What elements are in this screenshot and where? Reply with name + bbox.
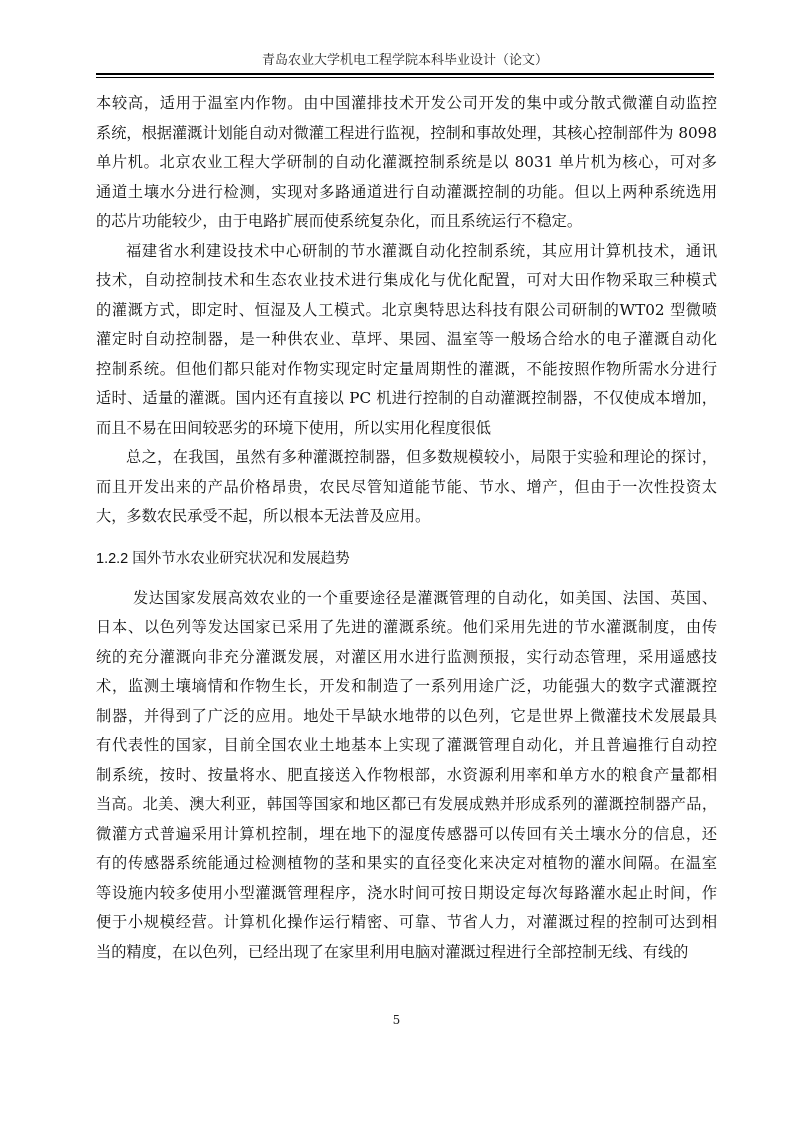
text-line: 总之，在我国，虽然有多种灌溉控制器，但多数规模较小，局限于实验和理论的探讨， bbox=[126, 448, 717, 466]
text-line: 而且不易在田间较恶劣的环境下使用，所以实用化程度很低 bbox=[96, 418, 491, 437]
text-line: 控制系统。但他们都只能对作物实现定时定量周期性的灌溉，不能按照作物所需水分进行 bbox=[96, 359, 717, 378]
text-line: 的芯片功能较少，由于电路扩展而使系统复杂化，而且系统运行不稳定。 bbox=[96, 212, 582, 230]
text-line: 等设施内较多使用小型灌溉管理程序，浇水时间可按日期设定每次每路灌水起止时间，作 bbox=[96, 883, 717, 902]
text-line: 有的传感器系统能通过检测植物的茎和果实的直径变化来决定对植物的灌水间隔。在温室 bbox=[96, 854, 717, 872]
text-line: 便于小规模经营。计算机化操作运行精密、可靠、节省人力，对灌溉过程的控制可达到相 bbox=[96, 913, 717, 931]
text-line: 当高。北美、澳大利亚，韩国等国家和地区都已有发展成熟并形成系列的灌溉控制器产品， bbox=[96, 795, 717, 813]
text-line: 技术，自动控制技术和生态农业技术进行集成化与优化配置，可对大田作物采取三种模式 bbox=[96, 271, 717, 289]
text-line: 通道土壤水分进行检测，实现对多路通道进行自动灌溉控制的功能。但以上两种系统选用 bbox=[96, 182, 717, 201]
paragraph bbox=[96, 443, 717, 532]
text-line: 大，多数农民承受不起，所以根本无法普及应用。 bbox=[96, 507, 431, 525]
section-number: 1.2.2 bbox=[96, 550, 129, 567]
text-line: 福建省水利建设技术中心研制的节水灌溉自动化控制系统，其应用计算机技术，通讯 bbox=[126, 241, 717, 260]
header-rule-thick bbox=[96, 73, 714, 75]
page-body bbox=[96, 89, 717, 967]
text-line: 制器，并得到了广泛的应用。地处干旱缺水地带的以色列，它是世界上微灌技术发展最具 bbox=[96, 706, 717, 725]
text-line: 有代表性的国家，目前全国农业土地基本上实现了灌溉管理自动化，并且普遍推行自动控 bbox=[96, 736, 717, 754]
text-line: 而且开发出来的产品价格昂贵，农民尽管知道能节能、节水、增产，但由于一次性投资太 bbox=[96, 477, 717, 496]
paragraph-group-1 bbox=[96, 89, 717, 532]
text-line: 系统，根据灌溉计划能自动对微灌工程进行监视，控制和事故处理，其核心控制部件为 8098 bbox=[96, 123, 717, 142]
section-heading bbox=[96, 544, 717, 574]
paragraph bbox=[96, 584, 717, 968]
text-line: 制系统，按时、按量将水、肥直接送入作物根部，水资源利用率和单方水的粮食产量都相 bbox=[96, 765, 717, 784]
text-line: 适时、适量的灌溉。国内还有直接以 PC 机进行控制的自动灌溉控制器，不仅使成本增加， bbox=[96, 389, 717, 407]
section-title: 国外节水农业研究状况和发展趋势 bbox=[132, 550, 350, 567]
text-line: 本较高，适用于温室内作物。由中国灌排技术开发公司开发的集中或分散式微灌自动监控 bbox=[96, 94, 717, 112]
text-line: 统的充分灌溉向非充分灌溉发展，对灌区用水进行监测预报，实行动态管理，采用遥感技 bbox=[96, 647, 717, 666]
text-line: 日本、以色列等发达国家已采用了先进的灌溉系统。他们采用先进的节水灌溉制度，由传 bbox=[96, 618, 717, 636]
text-line: 术，监测土壤墒情和作物生长，开发和制造了一系列用途广泛，功能强大的数字式灌溉控 bbox=[96, 677, 717, 695]
paragraph bbox=[96, 89, 717, 237]
text-line: 微灌方式普遍采用计算机控制，埋在地下的湿度传感器可以传回有关土壤水分的信息，还 bbox=[96, 824, 717, 843]
text-line: 发达国家发展高效农业的一个重要途径是灌溉管理的自动化，如美国、法国、英国、 bbox=[133, 588, 717, 607]
paragraph-group-2 bbox=[96, 584, 717, 968]
text-line: 的灌溉方式，即定时、恒湿及人工模式。北京奥特思达科技有限公司研制的WT02 型微喷 bbox=[96, 300, 717, 319]
running-header: 青岛农业大学机电工程学院本科毕业设计（论文） bbox=[261, 53, 548, 68]
paragraph bbox=[96, 237, 717, 444]
text-line: 灌定时自动控制器，是一种供农业、草坪、果园、温室等一般场合给水的电子灌溉自动化 bbox=[96, 330, 717, 348]
page-number: 5 bbox=[392, 1013, 401, 1027]
text-line: 当的精度，在以色列，已经出现了在家里利用电脑对灌溉过程进行全部控制无线、有线的 bbox=[96, 942, 689, 961]
text-line: 单片机。北京农业工程大学研制的自动化灌溉控制系统是以 8031 单片机为核心，可对多 bbox=[96, 153, 717, 171]
header-rule-thin bbox=[96, 77, 714, 78]
